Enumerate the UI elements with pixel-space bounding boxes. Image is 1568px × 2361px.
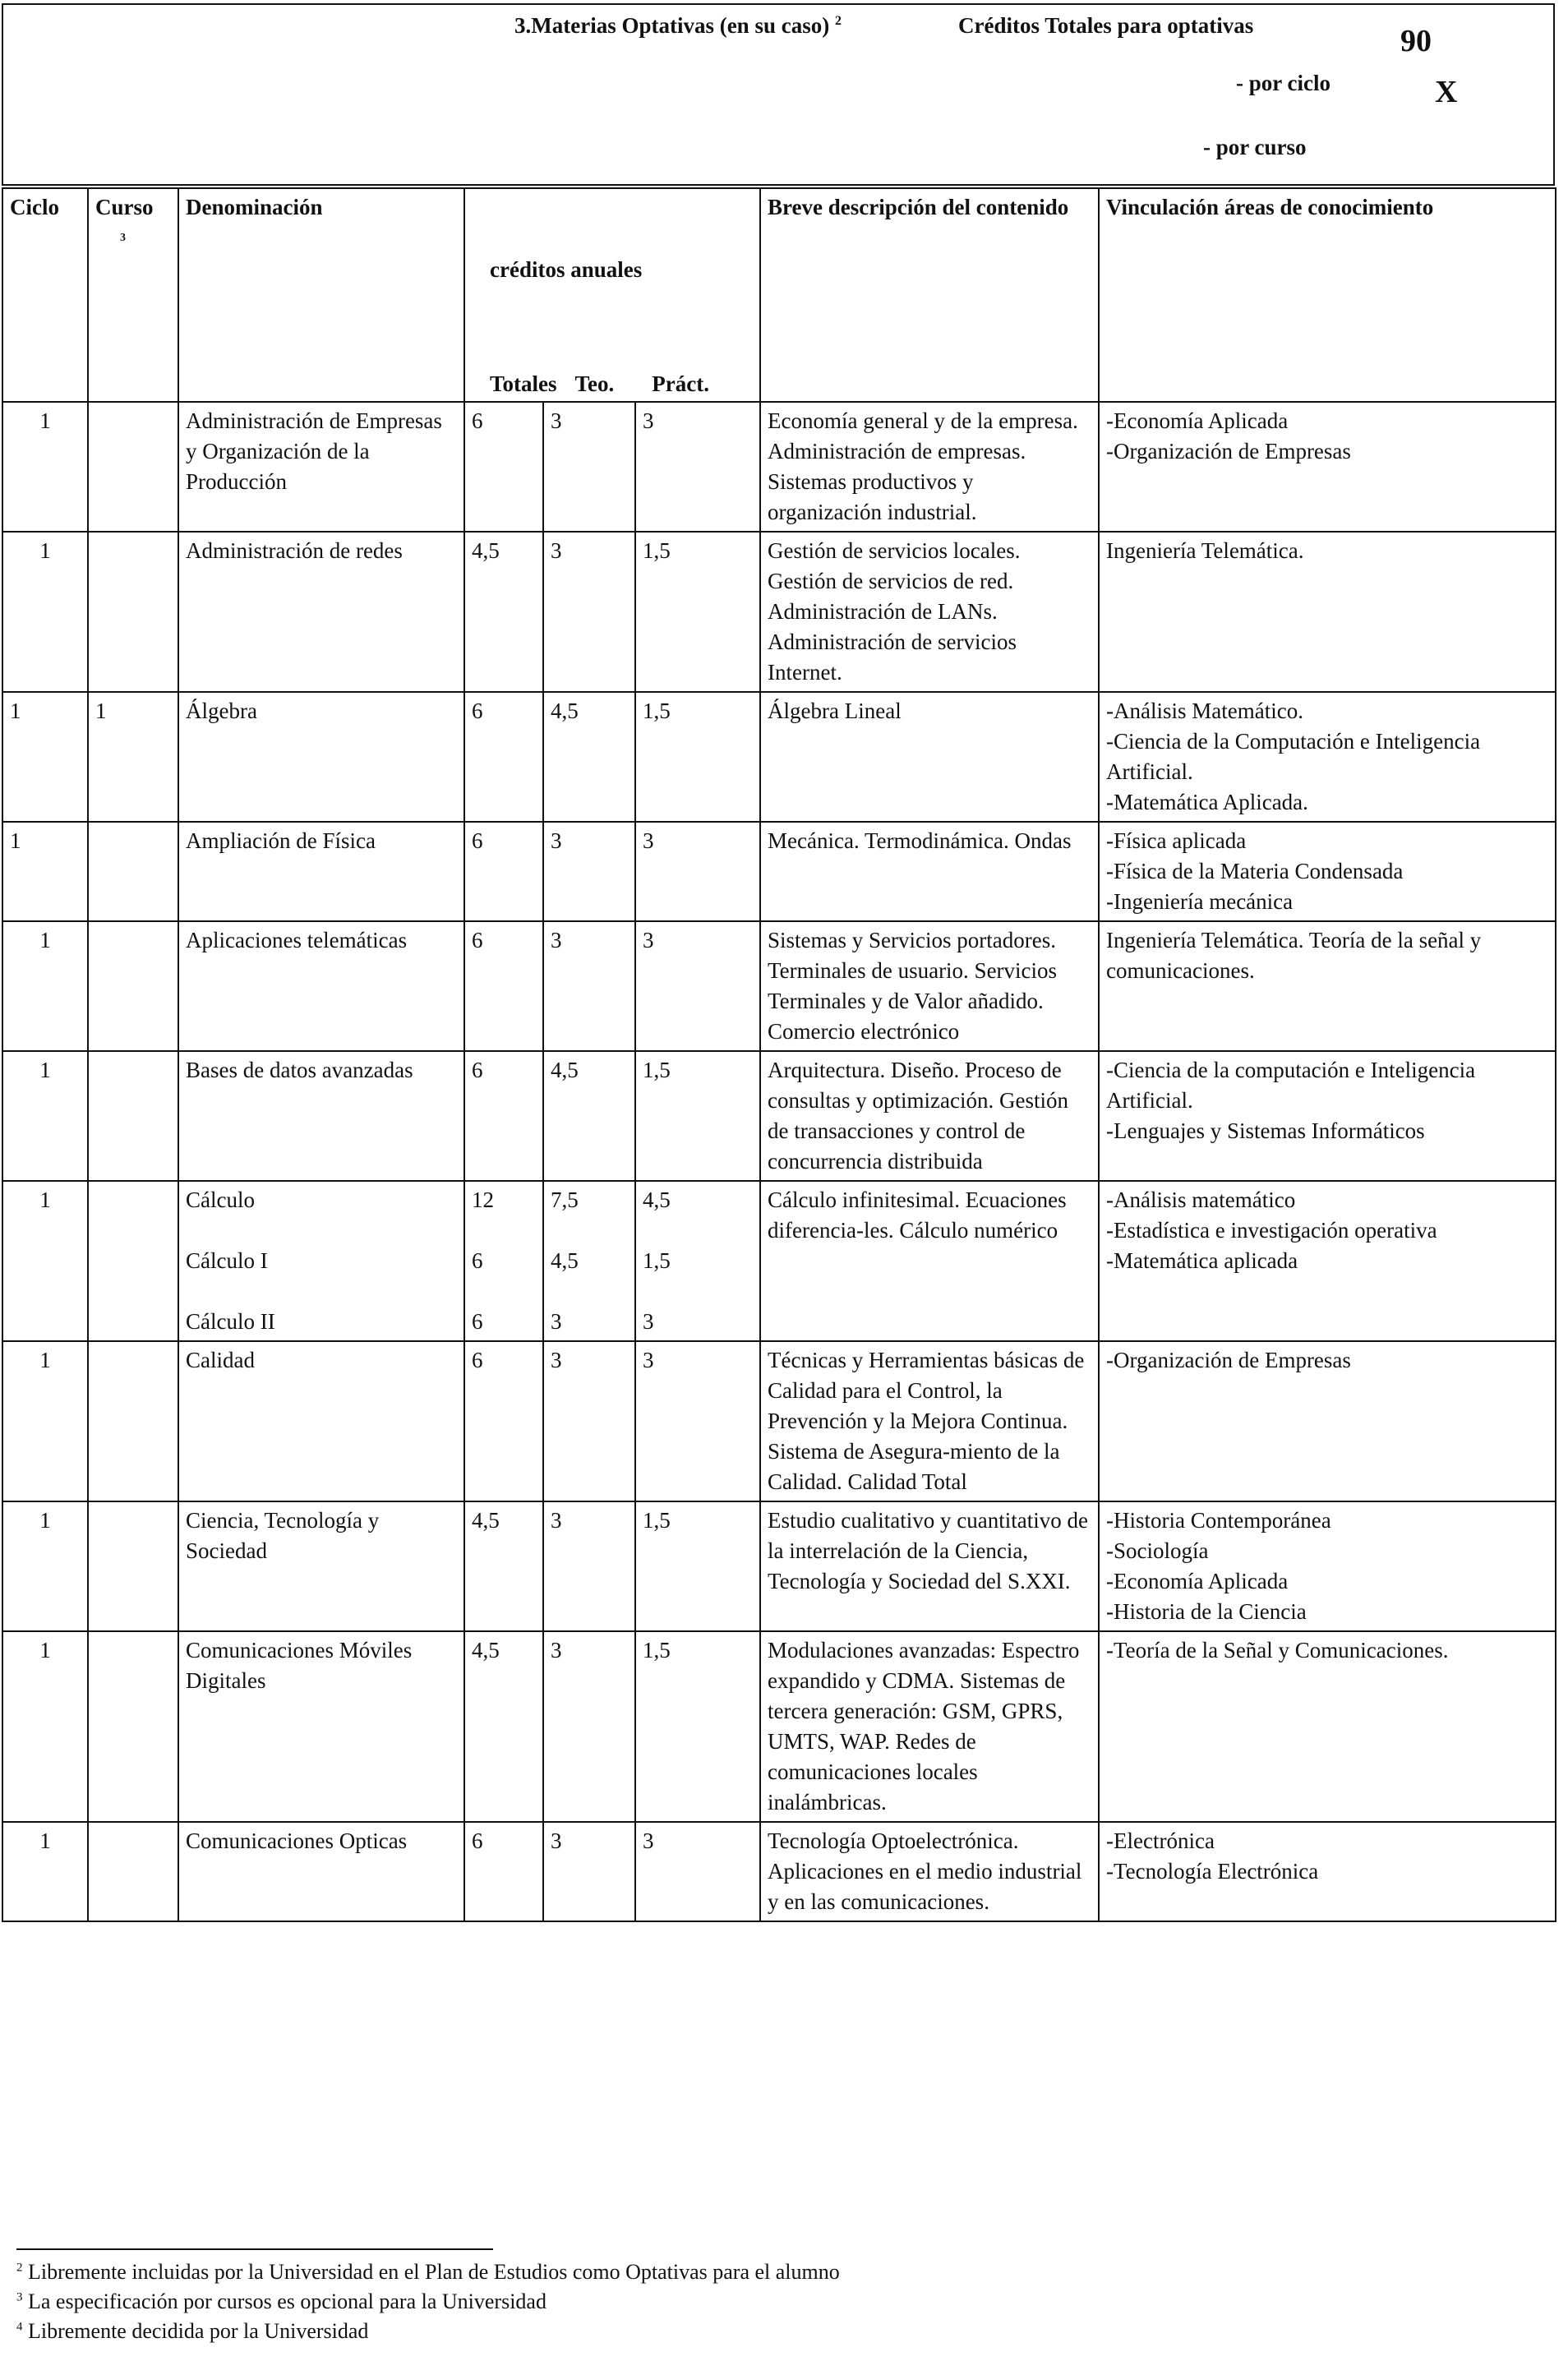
cell-descripcion: Técnicas y Herramientas básicas de Calidad para el Control, la Prevención y la Mejora Continua. Sistema de Asegura-miento de la Calidad. Calidad Total — [760, 1341, 1099, 1501]
cell-ciclo: 1 — [2, 822, 88, 921]
header-ciclo: Ciclo — [2, 188, 88, 402]
cell-ciclo: 1 — [2, 1181, 88, 1341]
cell-descripcion: Álgebra Lineal — [760, 692, 1099, 822]
optativas-table — [2, 187, 1556, 1922]
cell-curso — [88, 1181, 178, 1341]
cell-ciclo: 1 — [2, 1822, 88, 1921]
cell-totales: 6 — [464, 1822, 543, 1921]
teo-sub: 4,5 — [551, 1248, 579, 1273]
cell-ciclo: 1 — [2, 1341, 88, 1501]
cell-vinculacion: -Análisis matemático -Estadística e investigación operativa -Matemática aplicada — [1099, 1181, 1556, 1341]
cell-pract: 1,5 — [635, 1501, 760, 1631]
por-ciclo-mark: X — [1435, 75, 1458, 109]
table-row — [2, 1181, 1556, 1341]
pract-main: 4,5 — [643, 1187, 671, 1212]
table-row — [2, 921, 1556, 1051]
cell-teo: 4,5 — [543, 1051, 635, 1181]
teo-main: 7,5 — [551, 1187, 579, 1212]
cell-curso — [88, 1631, 178, 1822]
table-row — [2, 1051, 1556, 1181]
creditos-subheaders — [490, 369, 727, 399]
header-pract: Práct. — [652, 371, 709, 396]
cell-pract: 3 — [635, 1822, 760, 1921]
cell-ciclo: 1 — [2, 1051, 88, 1181]
optativas-header-box — [2, 3, 1555, 186]
table-row — [2, 692, 1556, 822]
cell-descripcion: Tecnología Optoelectrónica. Aplicaciones en el medio industrial y en las comunicaciones. — [760, 1822, 1099, 1921]
cell-pract — [635, 1181, 760, 1341]
cell-vinculacion: -Historia Contemporánea -Sociología -Economía Aplicada -Historia de la Ciencia — [1099, 1501, 1556, 1631]
creditos-anuales-label: créditos anuales — [490, 257, 643, 282]
cell-vinculacion: -Teoría de la Señal y Comunicaciones. — [1099, 1631, 1556, 1822]
cell-ciclo: 1 — [2, 1631, 88, 1822]
por-ciclo-label: - por ciclo — [1236, 71, 1330, 95]
footnote-3: $^3$ La especificación por cursos es opcional para la Universidad — [16, 2290, 546, 2313]
cell-vinculacion: Ingeniería Telemática. Teoría de la señal y comunicaciones. — [1099, 921, 1556, 1051]
cell-denominacion — [178, 1181, 464, 1341]
cell-ciclo: 1 — [2, 1501, 88, 1631]
cell-pract: 1,5 — [635, 532, 760, 692]
cell-descripcion: Cálculo infinitesimal. Ecuaciones diferencia-les. Cálculo numérico — [760, 1181, 1099, 1341]
por-curso-label: - por curso — [1203, 135, 1307, 159]
header-curso: Curso $^3$ — [88, 188, 178, 402]
denominacion-main: Cálculo — [186, 1187, 255, 1212]
section-title: 3.Materias Optativas (en su caso) $^2$ — [514, 13, 842, 38]
cell-curso — [88, 822, 178, 921]
cell-pract: 3 — [635, 921, 760, 1051]
cell-totales: 6 — [464, 1341, 543, 1501]
cell-totales: 6 — [464, 921, 543, 1051]
denominacion-sub: Cálculo I — [186, 1248, 268, 1273]
cell-vinculacion: -Economía Aplicada -Organización de Empresas — [1099, 402, 1556, 532]
cell-ciclo: 1 — [2, 921, 88, 1051]
cell-totales — [464, 1181, 543, 1341]
table-row — [2, 822, 1556, 921]
cell-pract: 1,5 — [635, 692, 760, 822]
table-header-row — [2, 188, 1556, 402]
cell-totales: 6 — [464, 1051, 543, 1181]
table-row — [2, 1501, 1556, 1631]
cell-denominacion: Ampliación de Física — [178, 822, 464, 921]
header-descripcion: Breve descripción del contenido — [760, 188, 1099, 402]
cell-curso — [88, 1501, 178, 1631]
cell-ciclo: 1 — [2, 532, 88, 692]
pract-sub: 1,5 — [643, 1248, 671, 1273]
cell-teo: 3 — [543, 822, 635, 921]
header-creditos — [464, 188, 760, 402]
cell-teo: 3 — [543, 532, 635, 692]
cell-teo: 3 — [543, 1631, 635, 1822]
cell-pract: 3 — [635, 822, 760, 921]
cell-descripcion: Gestión de servicios locales. Gestión de servicios de red. Administración de LANs. Administración de servicios Internet. — [760, 532, 1099, 692]
cell-descripcion: Estudio cualitativo y cuantitativo de la interrelación de la Ciencia, Tecnología y Sociedad del S.XXI. — [760, 1501, 1099, 1631]
table-row — [2, 1631, 1556, 1822]
cell-teo: 3 — [543, 1501, 635, 1631]
table-row — [2, 1822, 1556, 1921]
cell-denominacion: Comunicaciones Móviles Digitales — [178, 1631, 464, 1822]
table-row — [2, 1341, 1556, 1501]
cell-curso — [88, 921, 178, 1051]
denominacion-sub: Cálculo II — [186, 1309, 275, 1334]
cell-totales: 4,5 — [464, 532, 543, 692]
footnote-4: $^4$ Libremente decidida por la Universidad — [16, 2319, 369, 2343]
totales-sub: 6 — [472, 1248, 483, 1273]
cell-totales: 6 — [464, 822, 543, 921]
footnote-divider — [16, 2248, 493, 2250]
cell-vinculacion: -Ciencia de la computación e Inteligencia Artificial. -Lenguajes y Sistemas Informáticos — [1099, 1051, 1556, 1181]
header-totales: Totales — [490, 371, 557, 396]
cell-curso — [88, 402, 178, 532]
cell-totales: 4,5 — [464, 1501, 543, 1631]
cell-descripcion: Arquitectura. Diseño. Proceso de consultas y optimización. Gestión de transacciones y control de concurrencia distribuida — [760, 1051, 1099, 1181]
table-row — [2, 402, 1556, 532]
cell-teo: 3 — [543, 1341, 635, 1501]
teo-sub: 3 — [551, 1309, 562, 1334]
cell-teo — [543, 1181, 635, 1341]
header-vinculacion: Vinculación áreas de conocimiento — [1099, 188, 1556, 402]
cell-curso — [88, 1341, 178, 1501]
table-row — [2, 532, 1556, 692]
cell-vinculacion: -Electrónica -Tecnología Electrónica — [1099, 1822, 1556, 1921]
cell-teo: 4,5 — [543, 692, 635, 822]
cell-pract: 3 — [635, 402, 760, 532]
cell-denominacion: Álgebra — [178, 692, 464, 822]
cell-vinculacion: Ingeniería Telemática. — [1099, 532, 1556, 692]
cell-vinculacion: -Organización de Empresas — [1099, 1341, 1556, 1501]
cell-vinculacion: -Física aplicada -Física de la Materia Condensada -Ingeniería mecánica — [1099, 822, 1556, 921]
cell-totales: 4,5 — [464, 1631, 543, 1822]
cell-descripcion: Mecánica. Termodinámica. Ondas — [760, 822, 1099, 921]
cell-teo: 3 — [543, 921, 635, 1051]
header-denominacion: Denominación — [178, 188, 464, 402]
cell-totales: 6 — [464, 402, 543, 532]
totales-main: 12 — [472, 1187, 494, 1212]
cell-curso — [88, 1051, 178, 1181]
cell-denominacion: Calidad — [178, 1341, 464, 1501]
cell-curso — [88, 532, 178, 692]
cell-ciclo: 1 — [2, 692, 88, 822]
header-teo: Teo. — [574, 371, 615, 396]
cell-denominacion: Ciencia, Tecnología y Sociedad — [178, 1501, 464, 1631]
cell-denominacion: Bases de datos avanzadas — [178, 1051, 464, 1181]
cell-vinculacion: -Análisis Matemático. -Ciencia de la Computación e Inteligencia Artificial. -Matemática Aplicada. — [1099, 692, 1556, 822]
credits-label: Créditos Totales para optativas — [958, 13, 1254, 38]
cell-pract: 1,5 — [635, 1631, 760, 1822]
cell-pract: 1,5 — [635, 1051, 760, 1181]
cell-descripcion: Economía general y de la empresa. Administración de empresas. Sistemas productivos y organización industrial. — [760, 402, 1099, 532]
totales-sub: 6 — [472, 1309, 483, 1334]
cell-denominacion: Administración de Empresas y Organización de la Producción — [178, 402, 464, 532]
cell-totales: 6 — [464, 692, 543, 822]
cell-denominacion: Comunicaciones Opticas — [178, 1822, 464, 1921]
cell-denominacion: Administración de redes — [178, 532, 464, 692]
cell-pract: 3 — [635, 1341, 760, 1501]
cell-curso — [88, 1822, 178, 1921]
cell-descripcion: Modulaciones avanzadas: Espectro expandido y CDMA. Sistemas de tercera generación: GSM, GPRS, UMTS, WAP. Redes de comunicaciones locales inalámbricas. — [760, 1631, 1099, 1822]
credits-total: 90 — [1400, 24, 1432, 58]
pract-sub: 3 — [643, 1309, 654, 1334]
cell-curso: 1 — [88, 692, 178, 822]
cell-teo: 3 — [543, 402, 635, 532]
cell-denominacion: Aplicaciones telemáticas — [178, 921, 464, 1051]
cell-ciclo: 1 — [2, 402, 88, 532]
cell-teo: 3 — [543, 1822, 635, 1921]
footnote-2: $^2$ Libremente incluidas por la Universidad en el Plan de Estudios como Optativas para el alumno — [16, 2260, 840, 2284]
cell-descripcion: Sistemas y Servicios portadores. Terminales de usuario. Servicios Terminales y de Valor añadido. Comercio electrónico — [760, 921, 1099, 1051]
